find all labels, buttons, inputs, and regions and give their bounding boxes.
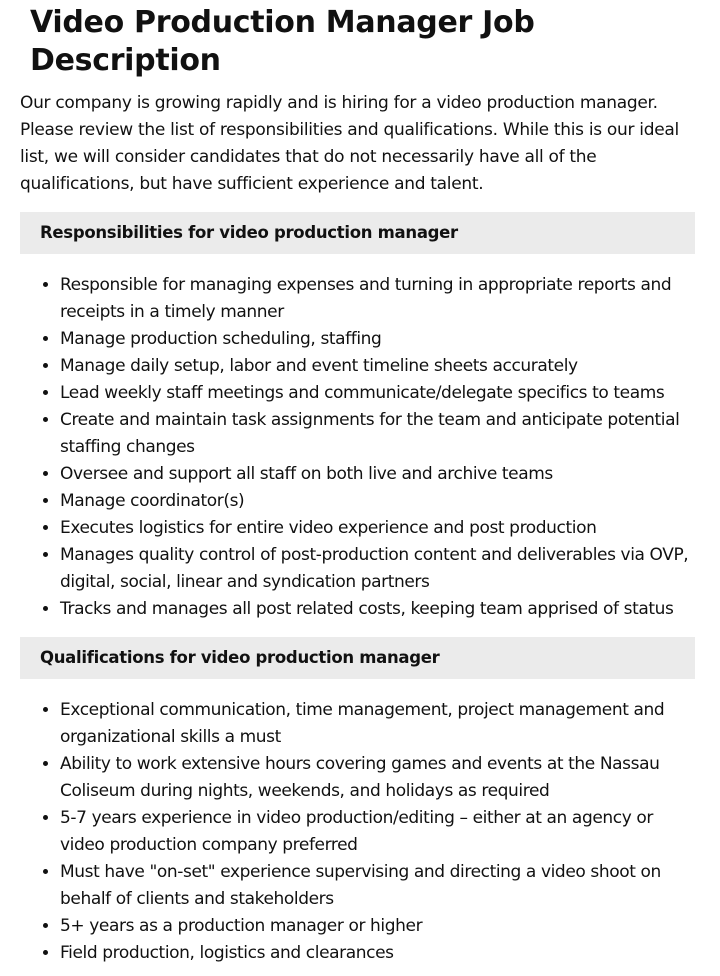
list-item: • Tracks and manages all post related costs, keeping team apprised of status [60,596,700,623]
list-item: • Exceptional communication, time management, project management and organizational skills a must [60,697,700,751]
list-item: • Create and maintain task assignments for the team and anticipate potential staffing changes [60,407,700,461]
qualifications-list [20,697,700,967]
list-item: • 5-7 years experience in video production/editing – either at an agency or video production company preferred [60,805,700,859]
list-item: • Ability to work extensive hours covering games and events at the Nassau Coliseum during nights, weekends, and holidays as required [60,751,700,805]
responsibilities-list [20,272,700,623]
responsibilities-heading: Responsibilities for video production manager [20,212,695,254]
list-item: • Manage coordinator(s) [60,488,700,515]
list-item: • Must have "on-set" experience supervising and directing a video shoot on behalf of clients and stakeholders [60,859,700,913]
list-item: • Field production, logistics and clearances [60,940,700,967]
list-item: • Executes logistics for entire video experience and post production [60,515,700,542]
list-item: • Manage production scheduling, staffing [60,326,700,353]
list-item: • Lead weekly staff meetings and communicate/delegate specifics to teams [60,380,700,407]
list-item: • Manage daily setup, labor and event timeline sheets accurately [60,353,700,380]
page-title: Video Production Manager Job Description [30,5,535,78]
qualifications-heading: Qualifications for video production manager [20,637,695,679]
list-item: • Oversee and support all staff on both live and archive teams [60,461,700,488]
intro-paragraph: Our company is growing rapidly and is hiring for a video production manager. Please review the list of responsibilities and qualifications. While this is our ideal list, we will consider candidates that do not necessarily have all of the qualifications, but have sufficient experience and talent. [20,93,679,194]
list-item: • 5+ years as a production manager or higher [60,913,700,940]
list-item: • Manages quality control of post-production content and deliverables via OVP, digital, social, linear and syndication partners [60,542,700,596]
list-item: • Responsible for managing expenses and turning in appropriate reports and receipts in a timely manner [60,272,700,326]
